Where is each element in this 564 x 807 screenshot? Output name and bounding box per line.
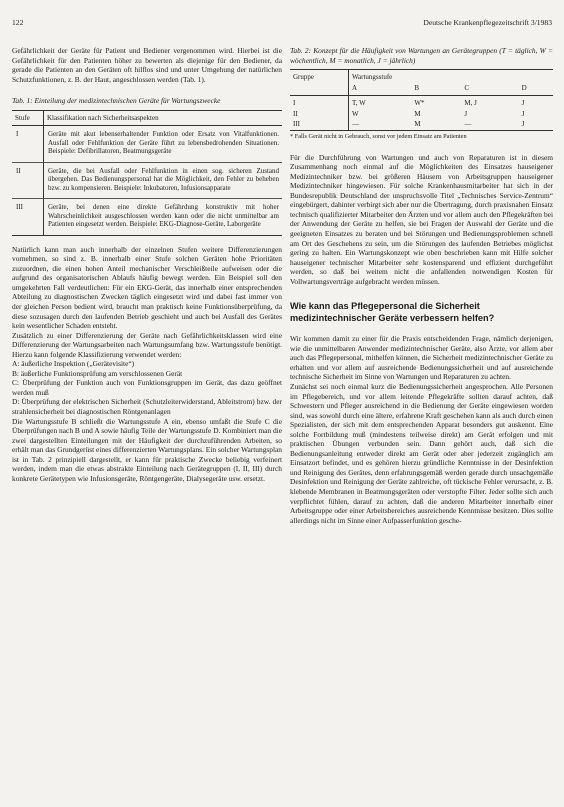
table-row xyxy=(290,109,553,120)
table2-cell: M, J xyxy=(464,99,477,108)
table1-caption: Tab. 1: Einteilung der medizintechnischen Geräte für Wartungszwecke xyxy=(12,96,221,106)
left-column xyxy=(12,46,282,483)
table1-col-klassifikation: Klassifikation nach Sicherheitsaspekten xyxy=(44,110,283,126)
table2-cell: — xyxy=(352,120,359,129)
list-item: A: äußerliche Inspektion („Gerätevisite“) xyxy=(12,359,135,369)
table2-cell: — xyxy=(464,120,472,129)
table2-cell: J xyxy=(521,99,525,108)
table-row xyxy=(12,162,282,199)
body-paragraph: Für die Durchführung von Wartungen und auch von Reparaturen ist in diesem Zusammenhang noch einmal auf die Möglichkeiten des Einsatzes hauseigener Medizintechniker bzw. bei größeren Häusern von Arbeitsgruppen hauseigener Medizintechniker hingewiesen. Für solche Krankenhausmitarbeiter hat sich in der Bundesrepublik Deutschland der unspruchsvolle Titel „Technisches Service-Zentrum“ eingebürgert, dahinter verbirgt sich aber nur die Übertragung, durch praxisnahen Einsatz technisch qualifizierter Mitarbeiter den Ärzten und vor allem auch den Pflegekräften bei der Anwendung der Geräte zu helfen, sie bei Fragen der Auswahl der Geräte und die geeigneten Einsatzes zu beraten und bei Störungen und Bedienungsproblemen schnell am Ort des Geschehens zu sein, um die Störungen des laufenden Betriebes möglichst gering zu halten. Ein Wartungskonzept wie oben beschrieben kann mit Hilfe solcher hauseigener technischer Mitarbeiter sehr kostensparend und effizient durchgeführt werden, so daß bei weitem nicht die anfallenden notwendigen Kosten für Vollwartungsverträge aufgebracht werden müssen. xyxy=(290,152,553,286)
table1-cell-stufe: II xyxy=(12,162,44,199)
table-row xyxy=(290,119,553,130)
intro-paragraph: Gefährlichkeit der Geräte für Patient und Bediener vergenommen wird. Hierbei ist die Gefährlichkeit für den Patienten höher zu bewerten als diejenige für den Bediener, da gerade die Patienten an den Geräten oft hilflos sind und unter Umgehung der natürlichen Schutzfunktionen, z. B. der Haut, angeschlossen werden (Tab. 1). xyxy=(12,46,282,84)
table2-cell: J xyxy=(464,109,468,118)
table1-cell-stufe: III xyxy=(12,199,44,236)
table2-col-wartungsstufe: Wartungsstufe xyxy=(352,73,393,82)
maintenance-level-list xyxy=(12,359,282,416)
table2-cell-gruppe: I xyxy=(290,96,349,109)
table1-cell-text: Geräte, die bei Ausfall oder Fehlfunktion in einen sog. sicheren Zustand übergehen. Das Bedienungspersonal hat die Möglichkeit, den Fehler zu beheben bzw. zu kompensieren. Beispiele: Inkubatoren, Infusionsapparate xyxy=(44,162,283,199)
table2-cell-gruppe: III xyxy=(290,119,349,130)
running-header xyxy=(12,18,552,28)
journal-title: Deutsche Krankenpflegezeitschrift 3/1983 xyxy=(423,18,552,27)
list-item: D: Überprüfung der elektrischen Sicherheit (Schutzleiterwiderstand, Ableitstrom) bzw. der strahlensicherheit bei diagnostischen Röntgenanlagen xyxy=(12,397,282,417)
table2-col-gruppe: Gruppe xyxy=(290,70,349,83)
body-paragraph: Die Wartungsstufe B schließt die Wartungsstufe A ein, ebenso umfaßt die Stufe C die Überprüfungen nach B und A sowie häufig Teile der Wartungsstufe D. Kombiniert man die zwei dargestellten Einteilungen mit der Häufigkeit der durchzuführenden Arbeiten, so erhält man das Grundgerüst eines differenzierten Wartungsplans. Ein solcher Wartungsplan ist in Tab. 2 prinzipiell dargestellt, er kann für praktische Zwecke beliebig verfeinert werden, indem man die etwas abstrakte Einteilung nach Gerätegruppen (I, II, III) durch konkrete Gerätetypen wie Infusionsgeräte, Röntgengeräte, Dialysegeräte usw. ersetzt. xyxy=(12,416,282,483)
table2-cell: T, W xyxy=(352,99,366,108)
page-number: 122 xyxy=(12,18,24,27)
list-item: C: Überprüfung der Funktion auch von Funktionsgruppen im Gerät, das dazu geöffnet werden muß xyxy=(12,378,282,397)
table2-maintenance-frequency xyxy=(290,69,553,131)
table2-cell: W* xyxy=(414,99,425,108)
body-paragraph: Zusätzlich zu einer Differenzierung der Geräte nach Gefährlichkeitsklassen wird eine Differenzierung der Wartungsarbeiten nach Wartungsumfang bzw. Wartungsstufe benötigt. Hierzu kann folgende Klassifizierung verwendet werden: xyxy=(12,330,282,359)
table2-level-row xyxy=(290,83,553,96)
body-paragraph: Natürlich kann man auch innerhalb der einzelnen Stufen weitere Differenzierungen vornehmen, so sind z. B. innerhalb einer Stufe solchen Geräten hohe Prioritäten zuzuordnen, die einen hohen Anteil mechanischer Verschleißteile aufweisen oder die aufgrund des organisatorischen Ablaufs häufig bewegt werden. Ein Beispiel soll den umgekehrten Fall verdeutlichen: Für ein EKG-Gerät, das innerhalb einer entsprechenden Abteilung zu diagnostischen Zwecken täglich eingesetzt wird und dabei fast immer von der gleichen Person bedient wird, braucht man praktisch keine Funktionsüberprüfung, da diese sozusagen durch den laufenden Betrieb geschieht und auch bei Ausfall des Gerätes kein wesentlicher Schaden entsteht. xyxy=(12,244,282,331)
table2-level: A xyxy=(349,83,412,96)
section-heading: Wie kann das Pflegepersonal die Sicherheit medizintechnischer Geräte verbessern helfen? xyxy=(290,301,495,323)
table-row xyxy=(12,126,282,163)
table2-footnote: * Falls Gerät nicht in Gebrauch, sonst vor jedem Einsatz am Patienten xyxy=(290,132,467,140)
table1-cell-stufe: I xyxy=(12,126,44,163)
table2-cell: M xyxy=(414,109,421,118)
body-paragraph: Zunächst sei noch einmal kurz die Bedienungssicherheit angesprochen. Alle Personen im Pflegebereich, und vor allem leitende Pflegekräfte sollten darauf achten, daß Schwestern und Pfleger ausreichend in die Bedienung der Geräte eingewiesen worden sind, was sowohl durch eine ältere, erfahrene Kraft geschehen kann als auch durch einen Spezialisten, der sich mit dem entsprechenden Apparat besonders gut auskennt. Eine solche Fortbildung muß (mindestens teilweise direkt) am Gerät erfolgen und mit praktischen Übungen verbunden sein. Dann gehört auch, daß sich die Bedienungsanleitung entweder direkt am Gerät oder aber jederzeit zugänglich am Einsatzort befindet, und es gehören hierzu gründliche Kenntnisse in der Desinfektion und Reinigung des Gerätes, denn erfahrungsgemäß werden gerade durch unsachgemäße Desinfektion und Reinigung der Geräte zahlreiche, oft tückische Fehler verursacht, z. B. klebende Membranen in Beatmungsgeräten oder verstopfte Filter. Jeder sollte sich auch verpflichtet fühlen, darauf zu achten, daß die anderen Mitarbeiter innerhalb einer Arbeitsgruppe oder einer Arbeitsbereiches ausreichende Kenntnisse besitzen. Dies sollte allerdings nicht im Sinne einer Aufpasserfunktion gesche- xyxy=(290,381,553,525)
table2-caption: Tab. 2: Konzept für die Häufigkeit von Wartungen an Gerätegruppen (T = täglich, W = wöchentlich, M = monatlich, J = jährlich) xyxy=(290,46,553,65)
table2-level: D xyxy=(519,83,553,96)
table2-cell-gruppe: II xyxy=(290,109,349,120)
table2-cell: J xyxy=(521,120,525,129)
table1-cell-text: Geräte, bei denen eine direkte Gefährdung konstruktiv mit hoher Wahrscheinlichkeit ausgeschlossen werden kann oder die nicht unmittelbar am Patienten eingesetzt werden. Beispiele: EKG-Diagnose-Geräte, Laborgeräte xyxy=(48,203,279,229)
table1-col-stufe: Stufe xyxy=(12,110,44,126)
table2-level: C xyxy=(461,83,518,96)
table2-level: B xyxy=(411,83,461,96)
table1-header-row xyxy=(12,110,282,126)
table2-cell: W xyxy=(352,109,359,118)
table2-cell: M xyxy=(414,120,421,129)
table2-cell: J xyxy=(521,109,525,118)
list-item: B: äußerliche Funktionsprüfung am verschlossenen Gerät xyxy=(12,368,183,378)
table-row xyxy=(12,199,282,236)
right-column xyxy=(290,46,553,525)
table-row xyxy=(290,96,553,109)
body-paragraph: Wir kommen damit zu einer für die Praxis entscheidenden Frage, nämlich derjenigen, wie die unmittelbaren Anwender medizintechnischer Geräte, also Ärzte, vor allem aber auch das Pflegepersonal, mithelfen können, die Sicherheit medizintechnischer Geräte zu erhalten und vor allem auf ausreichende Bedienungssicherheit und auf ausreichende technische Sicherheit im Sinne von Wartungen und Reparaturen zu achten. xyxy=(290,334,553,382)
table2-header-row xyxy=(290,70,553,83)
table1-device-classification xyxy=(12,110,282,236)
table1-cell-text: Geräte mit akut lebenserhaltender Funktion oder Ersatz von Vitalfunktionen. Ausfall oder Fehlfunktion der Geräte führt zu lebensbedrohenden Situationen. Beispiele: Defibrillatoren, Beatmungsgeräte xyxy=(44,126,283,163)
